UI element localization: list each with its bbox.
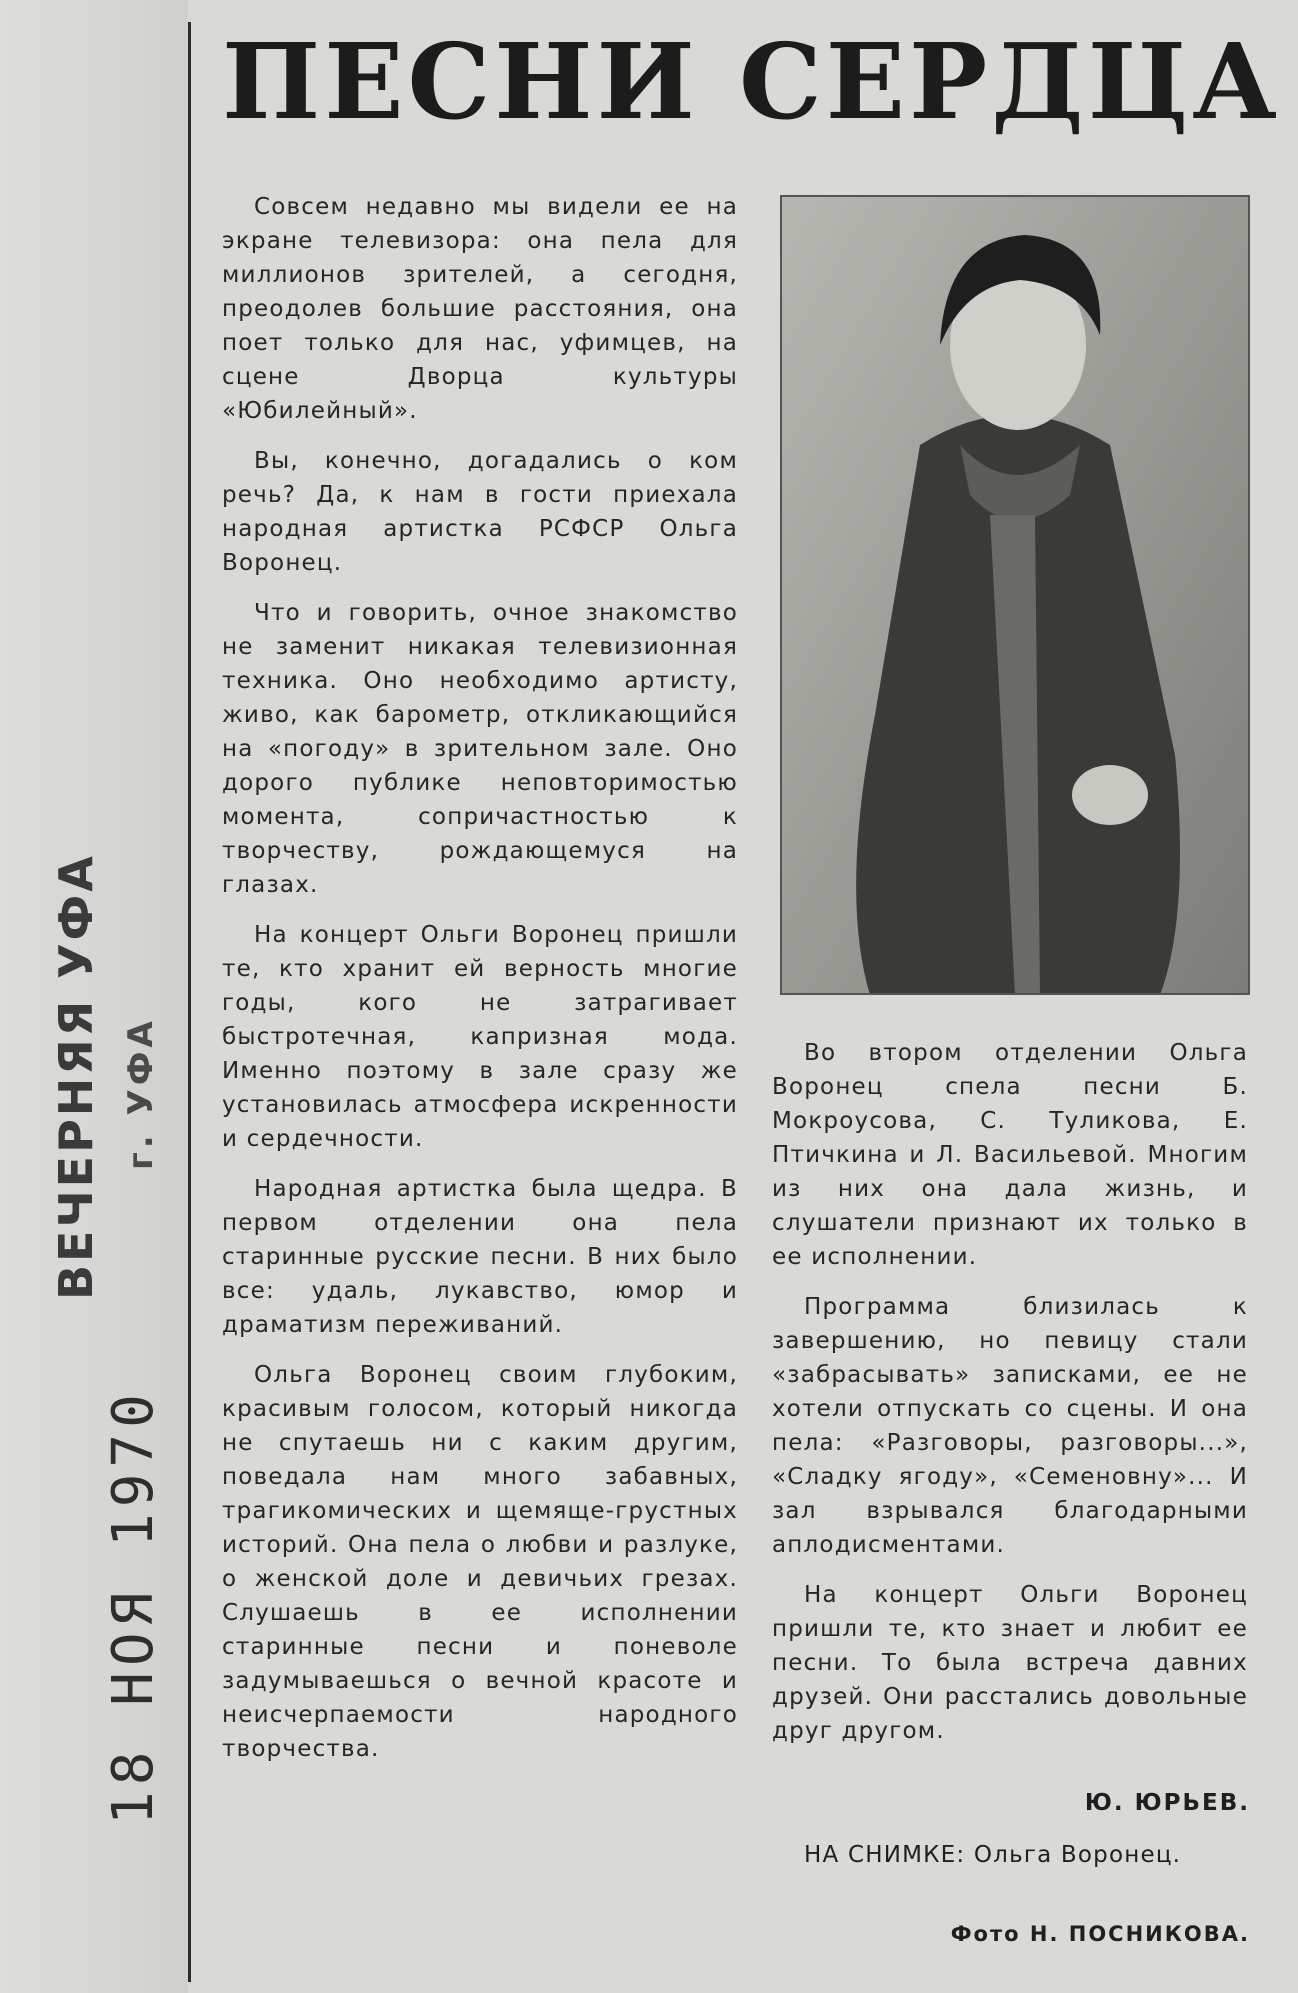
paragraph: Программа близилась к завершению, но певицу стали «забрасывать» записками, ее не хотели отпускать со сцены. И она пела: «Разговоры, разговоры...», «Сладку ягоду», «Семеновну»... И зал взрывался благодарными аплодисментами. (772, 1294, 1248, 1558)
stamp-date: 18 НОЯ 1970 (101, 1388, 166, 1825)
photo-credit: Фото Н. ПОСНИКОВА. (950, 1922, 1250, 1946)
paragraph: На концерт Ольги Воронец пришли те, кто знает и любит ее песни. То была встреча давних друзей. Они расстались довольные друг другом. (772, 1582, 1248, 1744)
stamp-newspaper: ВЕЧЕРНЯЯ УФА (49, 853, 103, 1300)
paragraph: На концерт Ольги Воронец пришли те, кто хранит ей верность многие годы, кого не затрагивает быстротечная, капризная мода. Именно поэтому в зале сразу же установилась атмосфера искренности и сердечности. (222, 922, 738, 1152)
paragraph: Что и говорить, очное знакомство не заменит никакая телевизионная техника. Оно необходимо артисту, живо, как барометр, откликающийся на «погоду» в зрительном зале. Оно дорого публике неповторимостью момента, сопричастностью к творчеству, рождающемуся на глазах. (222, 600, 738, 898)
article-headline: ПЕСНИ СЕРДЦА (222, 20, 1281, 143)
stamp-city: г. УФА (121, 1017, 161, 1170)
article-right-column (772, 1036, 1248, 1764)
paragraph: Во втором отделении Ольга Воронец спела песни Б. Мокроусова, С. Туликова, Е. Птичкина и Л. Васильевой. Многим из них она дала жизнь, и слушатели признают их только в ее исполнении. (772, 1040, 1248, 1270)
article-left-column (222, 190, 738, 1782)
paragraph: Совсем недавно мы видели ее на экране телевизора: она пела для миллионов зрителей, а сегодня, преодолев большие расстояния, она поет только для нас, уфимцев, на сцене Дворца культуры «Юбилейный». (222, 194, 738, 424)
paragraph: Ольга Воронец своим глубоким, красивым голосом, который никогда не спутаешь ни с каким другим, поведала нам много забавных, трагикомических и щемяще-грустных историй. Она пела о любви и разлуке, о женской доле и девичьих грезах. Слушаешь в ее исполнении старинные песни и поневоле задумываешься о вечной красоте и неисчерпаемости народного творчества. (222, 1362, 738, 1762)
archive-stamp (30, 840, 170, 1840)
caption-text: НА СНИМКЕ: Ольга Воронец. (804, 1842, 1182, 1868)
singer-photo (780, 195, 1250, 995)
author-signature: Ю. ЮРЬЕВ. (1084, 1790, 1250, 1816)
paragraph: Народная артистка была щедра. В первом отделении она пела старинные русские песни. В них было все: удаль, лукавство, юмор и драматизм переживаний. (222, 1176, 738, 1338)
photo-caption (772, 1838, 1248, 1872)
column-rule (188, 22, 191, 1982)
paragraph: Вы, конечно, догадались о ком речь? Да, к нам в гости приехала народная артистка РСФСР Ольга Воронец. (222, 448, 738, 576)
